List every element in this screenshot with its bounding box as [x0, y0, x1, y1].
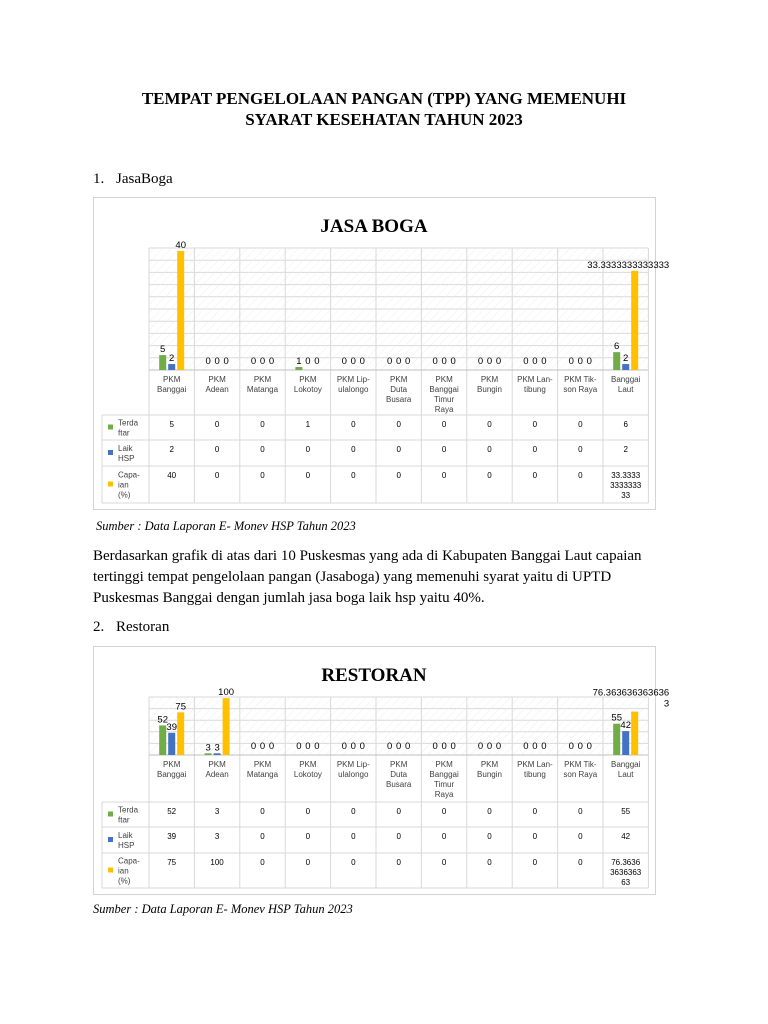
data-label: 0	[432, 741, 438, 752]
chart-title: RESTORAN	[321, 665, 427, 686]
table-cell: 0	[305, 471, 311, 480]
bar-laik	[168, 733, 175, 755]
category-label: PKM Lan-tibung	[517, 760, 553, 779]
data-label: 33.3333333333333	[587, 259, 670, 271]
category-label: PKM Adean	[205, 375, 229, 394]
data-label: 0	[432, 356, 438, 367]
category-label: PKM Lokotoy	[293, 375, 322, 394]
table-cell: 0	[441, 420, 447, 429]
data-label: 0	[486, 741, 493, 752]
table-cell: 0	[487, 858, 492, 867]
table-cell: 0	[214, 445, 220, 454]
table-cell: 0	[396, 832, 401, 841]
data-label: 0	[541, 741, 547, 752]
paragraph-line: Puskesmas Banggai dengan jumlah jasa boga laik hsp yaitu 40%.	[93, 590, 485, 606]
data-label: 5	[160, 344, 166, 356]
category-label: PKM Lip-ulalongo	[336, 375, 370, 394]
data-label: 0	[205, 356, 211, 367]
category-label: PKM Matanga	[246, 760, 279, 779]
paragraph-line: tertinggi tempat pengelolaan pangan (Jasaboga) yang memenuhi syarat yaitu di UPTD	[93, 569, 612, 585]
table-cell: 0	[441, 832, 447, 841]
legend-key-laik	[108, 450, 113, 455]
bar-terdaftar	[205, 753, 212, 755]
category-label: PKM Lokotoy	[293, 760, 322, 779]
data-label: 0	[350, 356, 356, 367]
analysis-paragraph	[93, 546, 675, 609]
data-label: 0	[259, 356, 266, 367]
page-title	[0, 88, 768, 130]
category-label: PKM Duta Busara	[386, 760, 412, 789]
data-label: 0	[296, 741, 302, 752]
table-cell: 0	[578, 832, 583, 841]
bar-laik	[214, 753, 221, 755]
bar-laik	[622, 364, 629, 370]
data-label: 0	[441, 356, 447, 367]
legend-label: Capa-ian (%)	[118, 470, 140, 500]
data-label: 0	[250, 356, 257, 367]
legend-label: Laik HSP	[118, 444, 135, 463]
jasa-boga-chart	[93, 197, 670, 510]
table-cell: 0	[532, 858, 538, 867]
data-label: 75	[175, 701, 186, 713]
data-label: 39	[166, 721, 177, 733]
table-cell: 0	[487, 807, 492, 816]
legend-key-terdaftar	[108, 812, 113, 817]
table-cell: 0	[578, 807, 583, 816]
table-cell: 2	[623, 445, 628, 454]
table-cell: 0	[441, 445, 447, 454]
table-cell: 3	[214, 832, 220, 841]
legend-label: Terda ftar	[118, 418, 139, 438]
data-label: 0	[305, 356, 311, 367]
table-cell: 0	[260, 445, 265, 454]
category-label: PKM Bungin	[477, 760, 502, 779]
table-cell: 0	[351, 445, 356, 454]
table-cell: 0	[305, 858, 311, 867]
section-label: Restoran	[116, 619, 170, 635]
table-cell: 0	[214, 420, 220, 429]
data-label: 3	[214, 742, 220, 754]
data-label: 76.363636363636 3	[592, 687, 670, 710]
data-label: 0	[523, 356, 529, 367]
bar-capaian	[631, 271, 638, 370]
data-label: 0	[486, 356, 493, 367]
table-cell: 0	[351, 832, 356, 841]
table-cell: 0	[532, 445, 538, 454]
data-label: 0	[305, 741, 311, 752]
plot-area	[149, 248, 648, 370]
data-label: 0	[477, 741, 484, 752]
bar-laik	[622, 731, 629, 755]
table-cell: 0	[578, 858, 583, 867]
table-cell: 0	[305, 445, 311, 454]
data-label: 40	[175, 239, 186, 251]
title-line-2: SYARAT KESEHATAN TAHUN 2023	[245, 110, 523, 129]
bar-terdaftar	[613, 352, 620, 370]
table-cell: 0	[260, 807, 265, 816]
table-cell: 5	[169, 420, 174, 429]
table-cell: 0	[396, 471, 401, 480]
category-label: PKM Bungin	[477, 375, 502, 394]
category-label: Banggai Laut	[611, 375, 641, 394]
table-cell: 39	[167, 832, 177, 841]
table-cell: 33.3333 3333333 33	[610, 471, 642, 500]
section-number: 1.	[93, 171, 105, 187]
table-cell: 0	[532, 832, 538, 841]
data-label: 0	[341, 356, 347, 367]
table-cell: 0	[487, 445, 492, 454]
jasa-boga-chart-svg	[94, 198, 670, 509]
data-label: 0	[359, 741, 365, 752]
table-cell: 0	[487, 420, 492, 429]
data-label: 52	[157, 714, 168, 726]
category-label: PKM Banggai Timur Raya	[429, 375, 459, 414]
table-cell: 0	[396, 445, 401, 454]
data-label: 0	[586, 741, 592, 752]
data-label: 0	[586, 356, 592, 367]
table-cell: 0	[532, 420, 538, 429]
data-label: 0	[450, 741, 456, 752]
legend-label: Laik HSP	[118, 831, 135, 850]
data-label: 2	[623, 353, 629, 365]
table-cell: 0	[487, 832, 492, 841]
chart-title: JASA BOGA	[320, 216, 428, 237]
table-cell: 0	[260, 420, 265, 429]
table-cell: 55	[621, 807, 631, 816]
data-label: 0	[568, 356, 574, 367]
table-cell: 0	[441, 807, 447, 816]
bar-capaian	[177, 251, 184, 370]
data-label: 0	[359, 356, 365, 367]
table-cell: 0	[351, 471, 356, 480]
legend-key-terdaftar	[108, 425, 113, 430]
table-cell: 0	[441, 858, 447, 867]
data-label: 0	[541, 356, 547, 367]
data-label: 0	[223, 356, 229, 367]
table-cell: 0	[260, 832, 265, 841]
bar-laik	[168, 364, 175, 370]
data-label: 2	[169, 353, 175, 365]
data-label: 0	[259, 741, 266, 752]
table-cell: 52	[167, 807, 177, 816]
table-cell: 0	[396, 858, 401, 867]
table-cell: 0	[396, 420, 401, 429]
category-label: PKM Tik-son Raya	[563, 760, 598, 779]
category-label: PKM Adean	[205, 760, 229, 779]
category-label: Banggai Laut	[611, 760, 641, 779]
legend-label: Terda ftar	[118, 805, 139, 825]
legend-key-capaian	[108, 868, 113, 873]
data-label: 1	[296, 356, 302, 368]
category-label: PKM Duta Busara	[386, 375, 412, 404]
data-label: 0	[268, 741, 275, 752]
table-cell: 100	[210, 858, 224, 867]
table-cell: 0	[214, 471, 220, 480]
data-label: 0	[396, 741, 402, 752]
table-cell: 76.3636 3636363 63	[610, 858, 642, 887]
table-cell: 3	[214, 807, 220, 816]
data-label: 0	[441, 741, 447, 752]
section-number: 2.	[93, 619, 105, 635]
data-label: 42	[620, 720, 631, 732]
table-cell: 0	[532, 807, 538, 816]
section-label: JasaBoga	[116, 171, 173, 187]
restoran-chart-svg	[94, 647, 670, 894]
section-heading-restoran	[93, 619, 169, 636]
table-cell: 0	[487, 471, 492, 480]
data-label: 0	[387, 741, 393, 752]
table-cell: 0	[260, 858, 265, 867]
table-cell: 42	[621, 832, 631, 841]
data-label: 0	[341, 741, 347, 752]
data-label: 0	[314, 741, 320, 752]
table-cell: 0	[351, 420, 356, 429]
data-label: 0	[577, 741, 583, 752]
data-label: 0	[568, 741, 574, 752]
category-label: PKM Banggai	[157, 760, 187, 779]
table-cell: 75	[167, 858, 177, 867]
table-cell: 0	[532, 471, 538, 480]
data-label: 0	[450, 356, 456, 367]
source-note-jasaboga: Sumber : Data Laporan E- Monev HSP Tahun 2023	[96, 519, 356, 533]
paragraph-line: Berdasarkan grafik di atas dari 10 Puskesmas yang ada di Kabupaten Banggai Laut capaian	[93, 548, 642, 564]
data-label: 55	[611, 712, 622, 724]
section-heading-jasaboga	[93, 171, 173, 188]
data-label: 3	[205, 742, 211, 754]
title-line-1: TEMPAT PENGELOLAAN PANGAN (TPP) YANG MEMENUHI	[141, 89, 627, 108]
bar-terdaftar	[613, 724, 620, 755]
data-label: 0	[314, 356, 320, 367]
table-cell: 0	[441, 471, 447, 480]
category-label: PKM Banggai	[157, 375, 187, 394]
table-cell: 0	[305, 807, 311, 816]
legend-label: Capa-ian (%)	[118, 856, 140, 886]
restoran-chart	[93, 646, 670, 895]
data-label: 0	[396, 356, 402, 367]
category-label: PKM Lan-tibung	[517, 375, 553, 394]
bar-terdaftar	[295, 367, 302, 370]
bar-capaian	[631, 712, 638, 755]
legend-key-capaian	[108, 482, 113, 487]
category-label: PKM Matanga	[246, 375, 279, 394]
data-label: 0	[350, 741, 356, 752]
data-label: 0	[387, 356, 393, 367]
data-label: 0	[477, 356, 484, 367]
bar-terdaftar	[159, 725, 166, 755]
bar-capaian	[177, 712, 184, 755]
table-cell: 0	[351, 807, 356, 816]
table-cell: 0	[396, 807, 401, 816]
legend-key-laik	[108, 837, 113, 842]
table-cell: 2	[169, 445, 174, 454]
data-label: 0	[214, 356, 220, 367]
category-label: PKM Banggai Timur Raya	[429, 760, 459, 799]
data-label: 0	[405, 356, 411, 367]
data-label: 0	[268, 356, 275, 367]
table-cell: 6	[623, 420, 628, 429]
table-cell: 1	[305, 420, 311, 429]
data-label: 0	[532, 741, 538, 752]
source-note-restoran: Sumber : Data Laporan E- Monev HSP Tahun 2023	[93, 902, 353, 916]
data-label: 0	[495, 356, 502, 367]
data-label: 0	[532, 356, 538, 367]
table-cell: 40	[167, 471, 177, 480]
data-label: 100	[218, 687, 235, 699]
table-cell: 0	[578, 445, 583, 454]
data-label: 0	[405, 741, 411, 752]
bar-terdaftar	[159, 355, 166, 370]
data-label: 0	[577, 356, 583, 367]
table-cell: 0	[578, 420, 583, 429]
table-cell: 0	[260, 471, 265, 480]
table-cell: 0	[305, 832, 311, 841]
data-label: 0	[250, 741, 257, 752]
table-cell: 0	[578, 471, 583, 480]
data-label: 0	[495, 741, 502, 752]
data-label: 0	[523, 741, 529, 752]
bar-capaian	[223, 698, 230, 755]
table-cell: 0	[351, 858, 356, 867]
data-label: 6	[614, 341, 620, 353]
category-label: PKM Tik-son Raya	[563, 375, 598, 394]
category-label: PKM Lip-ulalongo	[336, 760, 370, 779]
